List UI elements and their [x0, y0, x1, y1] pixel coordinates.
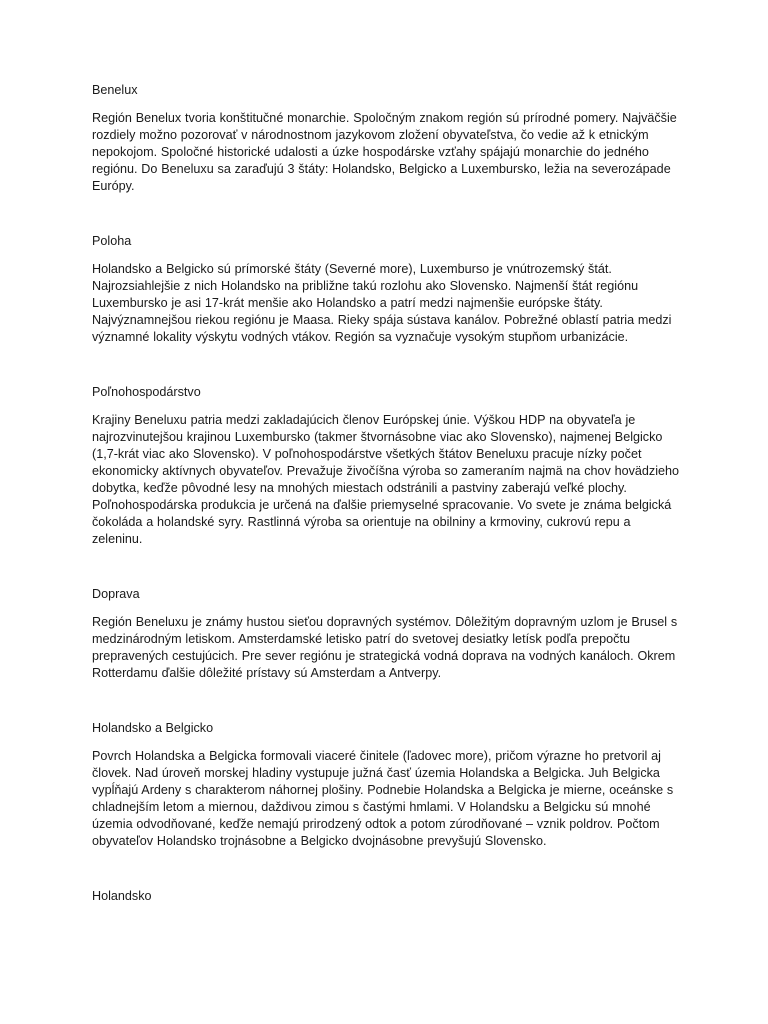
section-paragraph: Región Benelux tvoria konštitučné monarchie. Spoločným znakom región sú prírodné pomery. Najväčšie rozdiely možno pozorovať v národnostnom jazykovom zložení obyvateľstva, čo vedie až k etnickým nepokojom. Spoločné historické udalosti a úzke hospodárske vzťahy spájajú monarchie do jedného regiónu. Do Beneluxu sa zaraďujú 3 štáty: Holandsko, Belgicko a Luxembursko, ležia na severozápade Európy.: [92, 111, 677, 193]
section-heading: Poľnohospodárstvo: [92, 385, 201, 399]
section-heading: Doprava: [92, 587, 140, 601]
section-heading: Holandsko: [92, 889, 152, 903]
section-poloha: [92, 233, 680, 346]
section-paragraph: Holandsko a Belgicko sú prímorské štáty (Severné more), Luxemburso je vnútrozemský štát. Najrozsiahlejšie z nich Holandsko na približne takú rozlohu ako Slovensko. Najmenší štát regiónu Luxembursko je asi 17-krát menšie ako Holandsko a patrí medzi najmenšie európske štáty. Najvýznamnejšou riekou regiónu je Maasa. Rieky spája sústava kanálov. Pobrežné oblastí patria medzi významné lokality výskytu vodných vtákov. Región sa vyznačuje vysokým stupňom urbanizácie.: [92, 262, 672, 344]
section-holandsko-a-belgicko: [92, 720, 680, 850]
section-heading: Poloha: [92, 234, 132, 248]
section-doprava: [92, 586, 680, 682]
section-heading: Benelux: [92, 83, 138, 97]
section-paragraph: Krajiny Beneluxu patria medzi zakladajúcich členov Európskej únie. Výškou HDP na obyvateľa je najrozvinutejšou krajinou Luxembursko (takmer štvornásobne viac ako Slovensko), najmenej Belgicko (1,7-krát viac ako Slovensko). V poľnohospodárstve všetkých štátov Beneluxu pracuje nízky počet ekonomicky aktívnych obyvateľov. Prevažuje živočíšna výroba so zameraním najmä na chov hovädzieho dobytka, keďže pôvodné lesy na mnohých miestach odstránili a pastviny zaberajú veľké plochy. Poľnohospodárska produkcia je určená na ďalšie priemyselné spracovanie. Vo svete je známa belgická čokoláda a holandské syry. Rastlinná výroba sa orientuje na obilniny a krmoviny, cukrovú repu a zeleninu.: [92, 413, 680, 546]
section-paragraph: Povrch Holandska a Belgicka formovali viaceré činitele (ľadovec more), pričom výrazne ho pretvoril aj človek. Nad úroveň morskej hladiny vystupuje južná časť územia Holandska a Belgicka. Juh Belgicka vypĺňajú Ardeny s charakterom náhornej plošiny. Podnebie Holandska a Belgicka je mierne, oceánske s chladnejším letom a miernou, daždivou zimou s častými hmlami. V Holandsku a Belgicku sú mnohé územia odvodňované, keďže nemajú prirodzený odtok a potom zúrodňované – vznik poldrov. Počtom obyvateľov Holandsko trojnásobne a Belgicko dvojnásobne prevyšujú Slovensko.: [92, 749, 674, 848]
section-benelux: [92, 82, 680, 195]
section-polnohospodarstvo: [92, 384, 680, 548]
section-heading: Holandsko a Belgicko: [92, 721, 214, 735]
section-paragraph: Región Beneluxu je známy hustou sieťou dopravných systémov. Dôležitým dopravným uzlom je Brusel s medzinárodným letiskom. Amsterdamské letisko patrí do svetovej desiatky letísk podľa prepočtu prepravených cestujúcich. Pre sever regiónu je strategická vodná doprava na vodných kanáloch. Okrem Rotterdamu ďalšie dôležité prístavy sú Amsterdam a Antverpy.: [92, 615, 678, 680]
section-holandsko: [92, 888, 680, 905]
